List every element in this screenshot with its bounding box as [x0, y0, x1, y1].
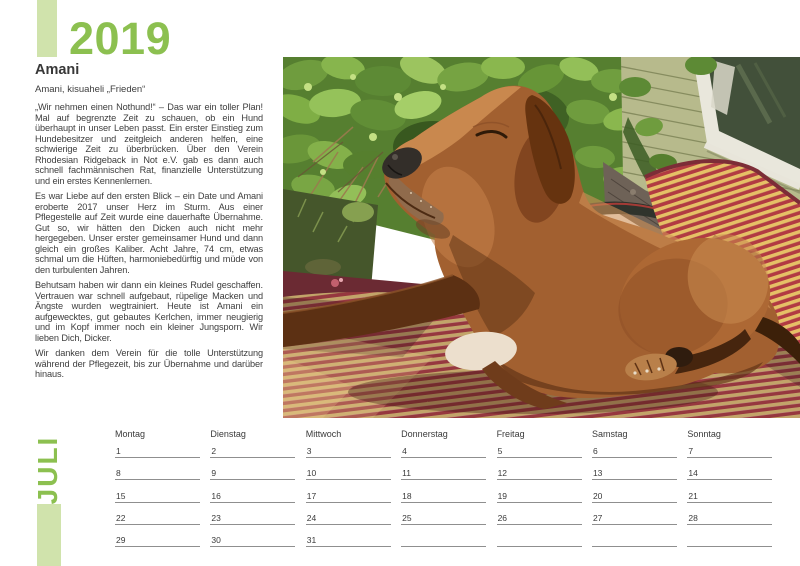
date-number: 4 — [402, 446, 407, 457]
date-number: 2 — [211, 446, 217, 457]
day-header: Montag — [115, 429, 146, 439]
day-header: Freitag — [496, 429, 525, 439]
date-cell — [497, 503, 582, 525]
date-cell — [592, 525, 677, 547]
calendar-column-mittwoch — [306, 429, 391, 547]
date-cell — [306, 480, 391, 502]
date-cell — [687, 525, 772, 547]
date-number: 30 — [211, 535, 221, 546]
date-cell — [306, 458, 391, 480]
date-cell — [497, 458, 582, 480]
date-cell — [210, 525, 295, 547]
date-cell — [115, 480, 200, 502]
date-cell — [401, 480, 486, 502]
accent-bar-bottom — [37, 504, 61, 566]
date-number: 3 — [306, 446, 312, 457]
date-cell — [687, 442, 772, 458]
date-cell — [210, 458, 295, 480]
date-number: 9 — [211, 468, 217, 479]
date-number: 23 — [211, 513, 221, 524]
day-header: Donnerstag — [401, 429, 448, 439]
date-cell — [687, 458, 772, 480]
date-number: 14 — [688, 468, 698, 479]
date-number: 17 — [306, 490, 317, 501]
date-number: 6 — [592, 446, 598, 457]
date-cell — [401, 442, 486, 458]
date-number: 20 — [592, 490, 603, 501]
date-cell — [401, 458, 486, 480]
date-cell — [115, 442, 200, 458]
story-paragraph: „Wir nehmen einen Nothund!“ – Das war ein toller Plan! Mal auf begrenzte Zeit zu schauen, ob ein Hund überhaupt in unser Leben passt. Ein erster Einstieg zum Hundebesitzer und zeitgleich anderen helfen, eine schwierige Zeit zu überbrücken. Über den Verein Rhodesian Ridgeback in Not e.V. gab es dann auch schnell fachmännischen Rat, finanzielle Unterstützung und ein erstes Kennenlernen. — [35, 102, 263, 186]
date-cell — [592, 458, 677, 480]
story-paragraph: Es war Liebe auf den ersten Blick – ein Date und Amani eroberte 2017 unser Herz im Sturm. Aus einer Pflegestelle auf Zeit wurde eine dauerhafte Übernahme. Gut so, wir hätten den Dicken auch nicht mehr hergegeben. Unser erster gemeinsamer Hund und dann gleich ein großes Kaliber. Acht Jahre, 74 cm, etwas schmal um die Hüften, harmoniebedürftig und müde von den turbulenten Jahren. — [35, 191, 263, 275]
date-cell — [115, 458, 200, 480]
date-cell — [497, 525, 582, 547]
date-cell — [306, 525, 391, 547]
date-number: 15 — [116, 490, 126, 501]
date-number — [687, 545, 688, 546]
day-header: Samstag — [591, 429, 628, 439]
date-number: 16 — [211, 490, 221, 501]
date-number: 28 — [688, 513, 698, 524]
date-number: 31 — [306, 535, 317, 546]
date-number: 13 — [592, 468, 603, 479]
date-cell — [210, 480, 295, 502]
year-label: 2019 — [69, 13, 172, 64]
date-cell — [592, 480, 677, 502]
date-number: 22 — [116, 513, 126, 524]
date-cell — [687, 480, 772, 502]
story-title: Amani — [35, 62, 80, 78]
date-number: 18 — [402, 490, 412, 501]
date-cell — [115, 525, 200, 547]
date-number: 1 — [116, 446, 121, 457]
date-number — [592, 545, 593, 546]
date-cell — [687, 503, 772, 525]
date-cell — [401, 503, 486, 525]
calendar-column-sonntag — [687, 429, 772, 547]
calendar-column-montag — [115, 429, 200, 547]
date-number: 19 — [497, 490, 508, 501]
date-number: 29 — [116, 535, 126, 546]
date-number: 25 — [402, 513, 412, 524]
date-number: 5 — [497, 446, 503, 457]
calendar-column-donnerstag — [401, 429, 486, 547]
day-header: Sonntag — [687, 429, 721, 439]
date-number: 26 — [497, 513, 508, 524]
date-number: 8 — [116, 468, 121, 479]
date-cell — [497, 480, 582, 502]
day-header: Dienstag — [210, 429, 246, 439]
calendar-grid — [115, 429, 772, 547]
date-number: 27 — [592, 513, 603, 524]
date-number — [497, 545, 498, 546]
date-cell — [592, 442, 677, 458]
day-header: Mittwoch — [305, 429, 342, 439]
date-cell — [210, 503, 295, 525]
date-cell — [306, 442, 391, 458]
story-subtitle: Amani, kisuaheli „Frieden“ — [35, 84, 146, 95]
calendar-column-samstag — [592, 429, 677, 547]
calendar-column-dienstag — [210, 429, 295, 547]
date-number: 11 — [402, 468, 411, 479]
date-cell — [401, 525, 486, 547]
date-number — [401, 545, 402, 546]
date-cell — [115, 503, 200, 525]
date-number: 12 — [497, 468, 508, 479]
date-number: 24 — [306, 513, 317, 524]
date-cell — [497, 442, 582, 458]
story-block — [35, 62, 263, 385]
date-cell — [592, 503, 677, 525]
story-paragraph: Behutsam haben wir dann ein kleines Rudel geschaffen. Vertrauen war schnell aufgebaut, rüpelige Macken und Ängste wurden wegtrainiert. Heute ist Amani ein aufgewecktes, gut gebautes Kerlchen, immer neugierig und im Kopf immer noch ein kleiner Jungsporn. Wir lieben Dich, Dicker. — [35, 280, 263, 343]
story-paragraph: Wir danken dem Verein für die tolle Unterstützung während der Pflegezeit, bis zur Übernahme und darüber hinaus. — [35, 348, 263, 379]
date-number: 10 — [306, 468, 317, 479]
accent-bar-top — [37, 0, 57, 57]
date-cell — [210, 442, 295, 458]
dog-photo — [283, 57, 800, 418]
date-number: 7 — [688, 446, 694, 457]
calendar-column-freitag — [497, 429, 582, 547]
month-label: JULI — [32, 435, 63, 505]
date-number: 21 — [688, 490, 698, 501]
date-cell — [306, 503, 391, 525]
